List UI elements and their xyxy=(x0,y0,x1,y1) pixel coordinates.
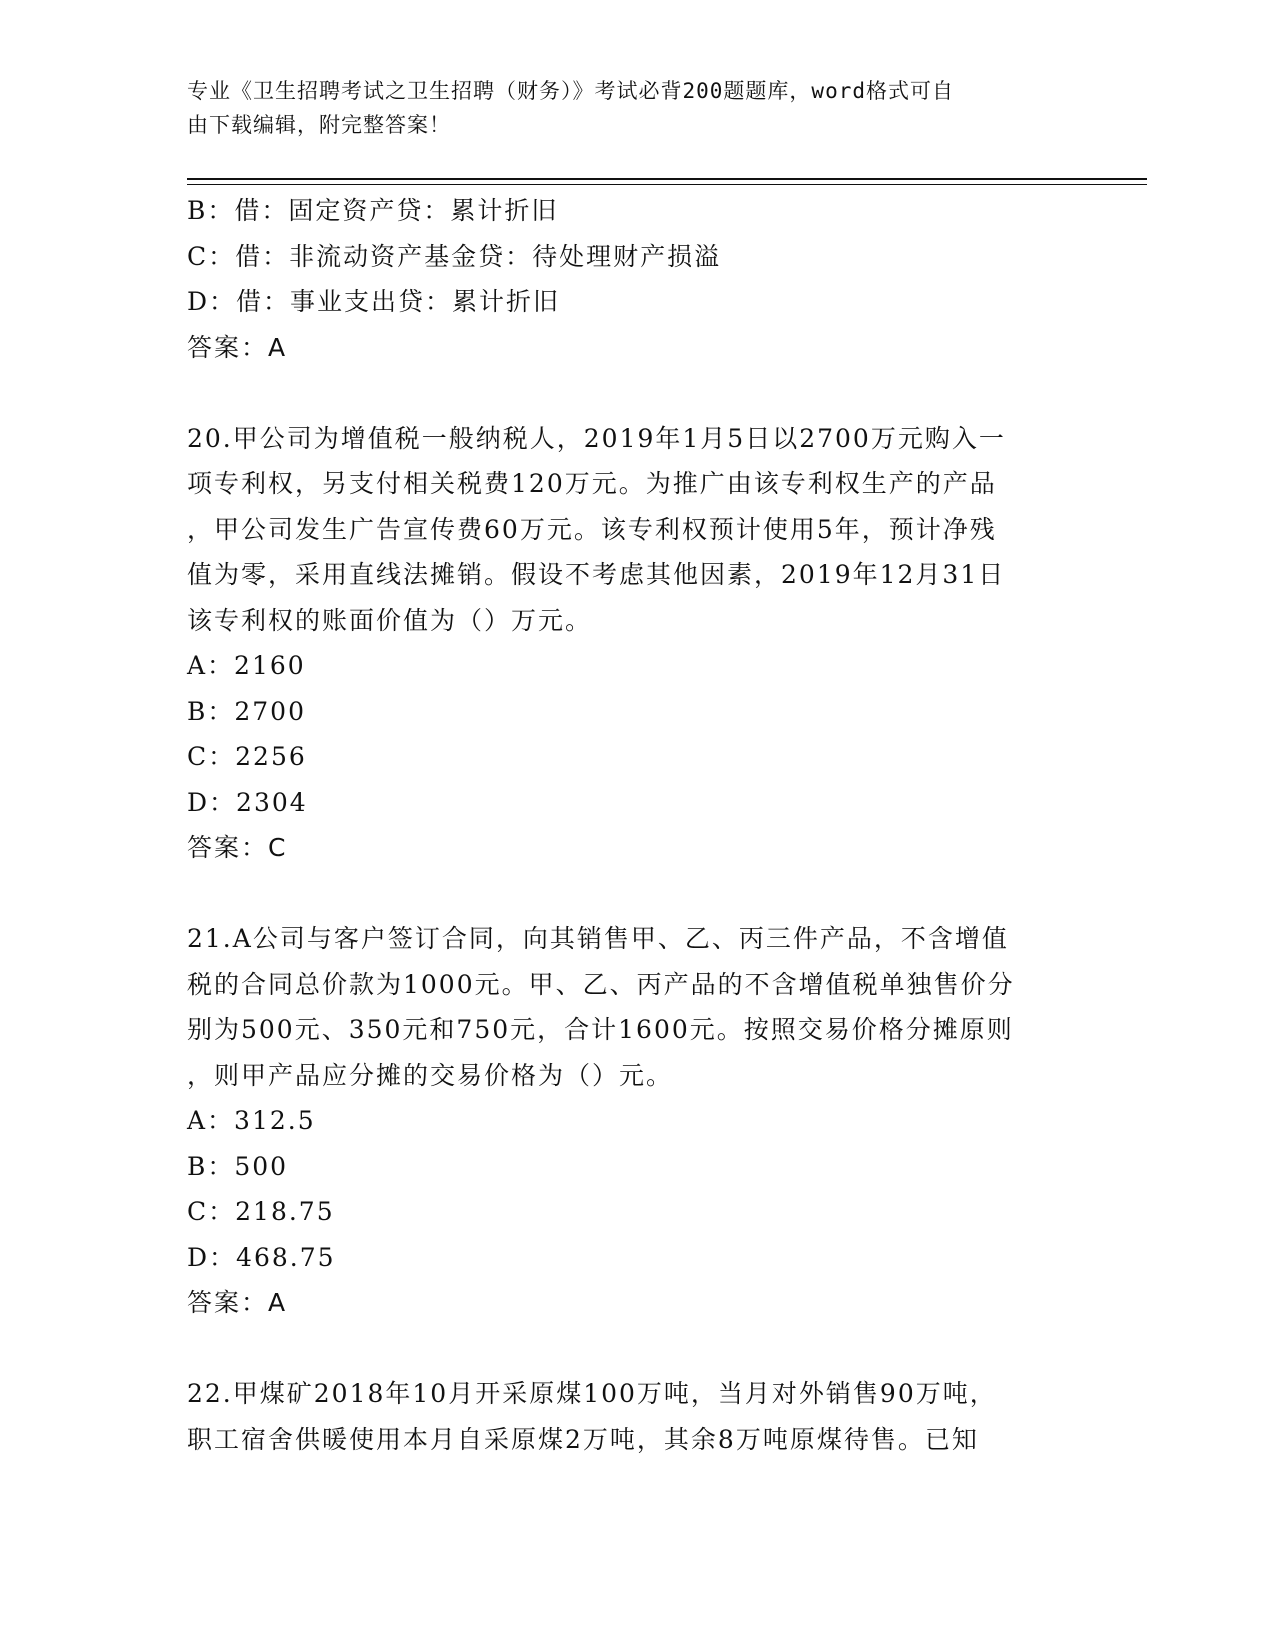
option-c: C：借：非流动资产基金贷：待处理财产损溢 xyxy=(187,241,722,271)
question-stem-line: 值为零，采用直线法摊销。假设不考虑其他因素，2019年12月31日 xyxy=(187,560,1006,589)
question-content xyxy=(187,188,1067,1462)
question-19-tail xyxy=(187,188,1067,370)
question-stem-line: ，甲公司发生广告宣传费60万元。该专利权预计使用5年，预计净残 xyxy=(187,514,997,544)
question-stem-line: 20.甲公司为增值税一般纳税人，2019年1月5日以2700万元购入一 xyxy=(187,423,1006,453)
question-stem-line: 22.甲煤矿2018年10月开采原煤100万吨，当月对外销售90万吨， xyxy=(187,1379,997,1408)
answer: 答案：A xyxy=(187,1288,288,1317)
question-21 xyxy=(187,916,1067,1326)
header-line-1: 专业《卫生招聘考试之卫生招聘（财务）》考试必背200题题库，word格式可自 xyxy=(187,79,954,103)
answer: 答案：A xyxy=(187,332,288,362)
header-divider-thick xyxy=(187,178,1147,180)
question-stem-line: 税的合同总价款为1000元。甲、乙、丙产品的不含增值税单独售价分 xyxy=(187,969,1015,999)
question-stem-line: 该专利权的账面价值为（）万元。 xyxy=(187,605,593,635)
question-stem-line: 项专利权，另支付相关税费120万元。为推广由该专利权生产的产品 xyxy=(187,469,997,498)
option-c: C：2256 xyxy=(187,742,307,771)
spacer xyxy=(187,1326,1067,1372)
option-d: D：468.75 xyxy=(187,1242,336,1272)
header-divider-thin xyxy=(187,184,1147,185)
option-b: B：500 xyxy=(187,1151,289,1181)
option-d: D：2304 xyxy=(187,787,308,817)
option-c: C：218.75 xyxy=(187,1197,335,1226)
document-header xyxy=(187,74,1067,142)
spacer xyxy=(187,370,1067,416)
question-20 xyxy=(187,416,1067,871)
question-stem-line: ，则甲产品应分摊的交易价格为（）元。 xyxy=(187,1060,674,1090)
question-stem-line: 别为500元、350元和750元，合计1600元。按照交易价格分摊原则 xyxy=(187,1015,1014,1044)
option-b: B：借：固定资产贷：累计折旧 xyxy=(187,196,559,225)
spacer xyxy=(187,871,1067,917)
question-stem-line: 21.A公司与客户签订合同，向其销售甲、乙、丙三件产品，不含增值 xyxy=(187,924,1009,953)
option-a: A：2160 xyxy=(187,651,306,680)
option-d: D：借：事业支出贷：累计折旧 xyxy=(187,287,561,316)
header-line-2: 由下载编辑，附完整答案！ xyxy=(187,113,451,137)
option-a: A：312.5 xyxy=(187,1106,316,1135)
question-22 xyxy=(187,1371,1067,1462)
answer: 答案：C xyxy=(187,833,288,862)
option-b: B：2700 xyxy=(187,696,306,726)
question-stem-line: 职工宿舍供暖使用本月自采原煤2万吨，其余8万吨原煤待售。已知 xyxy=(187,1424,979,1454)
